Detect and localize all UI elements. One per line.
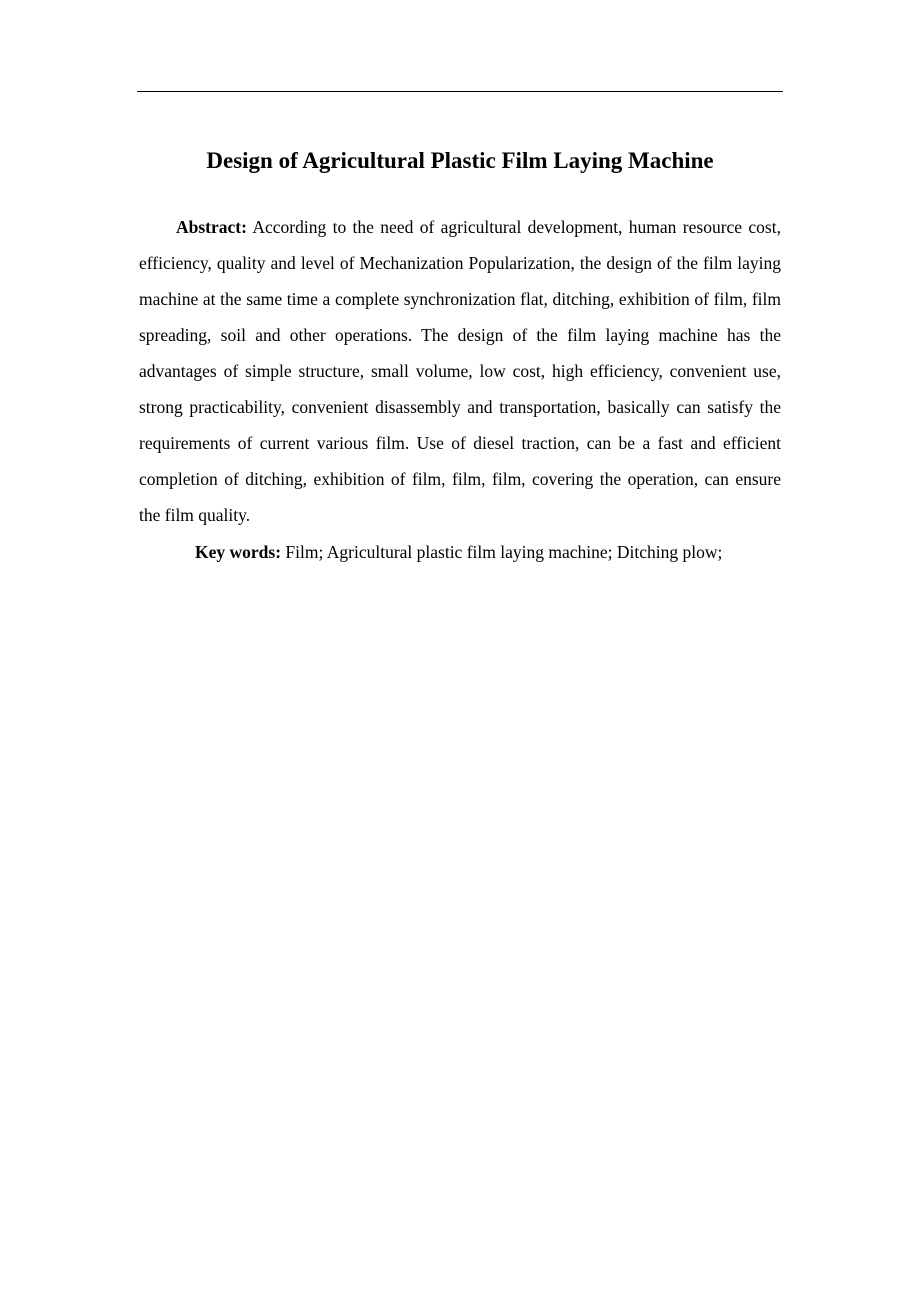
header-rule: [137, 91, 783, 92]
keywords-label: Key words:: [195, 542, 282, 562]
abstract-text: According to the need of agricultural development, human resource cost, efficiency, quality and level of Mechanization Popularization, the design of the film laying machine at the same time a complete synchronization flat, ditching, exhibition of film, film spreading, soil and other operations. The design of the film laying machine has the advantages of simple structure, small volume, low cost, high efficiency, convenient use, strong practicability, convenient disassembly and transportation, basically can satisfy the requirements of current various film. Use of diesel traction, can be a fast and efficient completion of ditching, exhibition of film, film, film, covering the operation, can ensure the film quality.: [139, 217, 781, 525]
page-title: Design of Agricultural Plastic Film Laying Machine: [206, 148, 714, 173]
abstract-paragraph: [139, 209, 781, 533]
keywords-paragraph: [139, 534, 781, 570]
abstract-label: Abstract:: [176, 217, 247, 237]
keywords-text: Film; Agricultural plastic film laying machine; Ditching plow;: [285, 542, 723, 562]
